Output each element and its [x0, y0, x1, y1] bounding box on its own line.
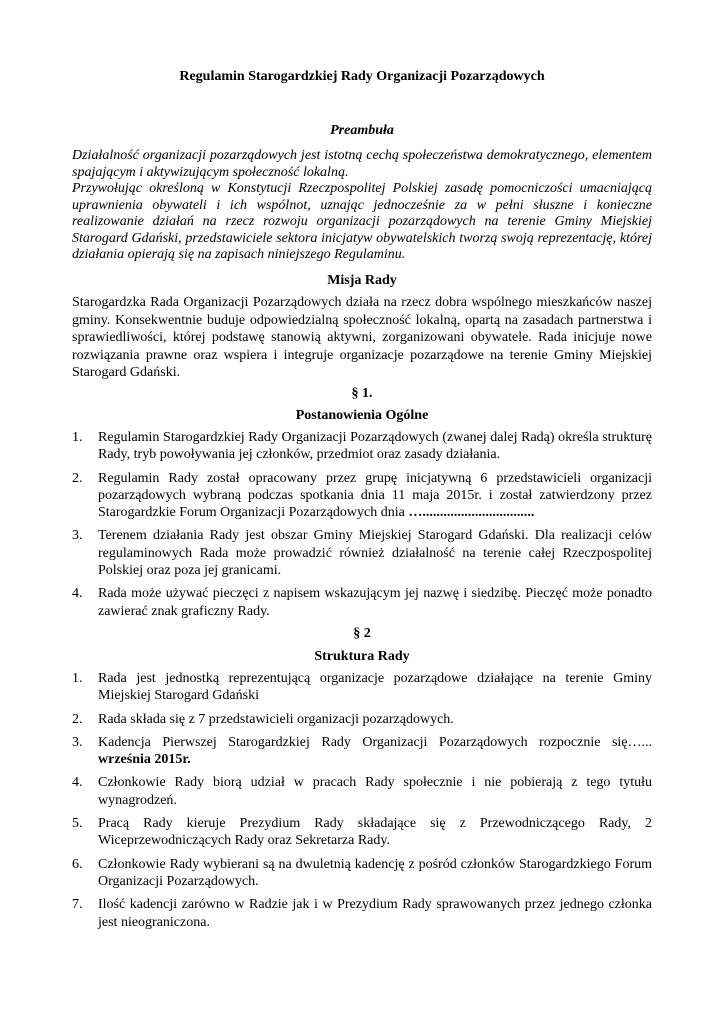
list-item-text: Rada może używać pieczęci z napisem wskazującym jej nazwę i siedzibę. Pieczęć może ponadto zawierać znak graficzny Rady.	[98, 586, 652, 619]
list-item-text: Członkowie Rady wybierani są na dwuletnią kadencję z pośród członków Starogardzkiego Forum Organizacji Pozarządowych.	[98, 856, 652, 889]
list-item	[72, 585, 652, 620]
list-item-start-date: września 2015r.	[98, 752, 191, 768]
preamble-heading: Preambuła	[330, 123, 394, 138]
list-item-number: 4.	[72, 775, 83, 791]
list-item-number: 5.	[72, 816, 83, 832]
list-item-text: Rada jest jednostką reprezentującą organizacje pozarządowe działające na terenie Gminy Miejskiej Starogard Gdański	[98, 671, 652, 704]
list-item	[72, 734, 652, 769]
preamble-paragraph-2: Przywołując określoną w Konstytucji Rzeczpospolitej Polskiej zasadę pomocniczości umacniającą uprawnienia obywateli i ich wspólnot, uznając jednocześnie za w pełni słuszne i konieczne realizowanie działań na rzecz rozwoju organizacji pozarządowych na terenie Gminy Miejskiej Starogard Gdański, przedstawiciele sektora inicjatyw obywatelskich tworzą swoją reprezentację, której działania opierają się na zapisach niniejszego Regulaminu.	[72, 181, 652, 262]
section-1	[72, 385, 652, 620]
list-item	[72, 896, 652, 931]
section-2-list	[72, 670, 652, 931]
document-title: Regulamin Starogardzkiej Rady Organizacji Pozarządowych	[179, 69, 545, 84]
section-1-heading: Postanowienia Ogólne	[295, 408, 429, 423]
list-item-text: Pracą Rady kieruje Prezydium Rady składające się z Przewodniczącego Rady, 2 Wiceprzewodniczących Rady oraz Sekretarza Rady.	[98, 816, 652, 849]
list-item	[72, 711, 652, 728]
list-item-text: Ilość kadencji zarówno w Radzie jak i w Prezydium Rady sprawowanych przez jednego członka jest nieograniczona.	[98, 897, 652, 930]
list-item	[72, 470, 652, 522]
list-item-text: Terenem działania Rady jest obszar Gminy Miejskiej Starogard Gdański. Dla realizacji celów regulaminowych Rada może prowadzić również działalność na terenie całej Rzeczpospolitej Polskiej oraz poza jej granicami.	[98, 528, 652, 579]
list-item	[72, 815, 652, 850]
list-item-number: 2.	[72, 711, 83, 727]
list-item	[72, 527, 652, 579]
section-2-number: § 2	[353, 626, 371, 641]
list-item-number: 6.	[72, 856, 83, 872]
list-item-number: 3.	[72, 528, 83, 544]
list-item	[72, 429, 652, 464]
list-item-text: Członkowie Rady biorą udział w pracach Rady społecznie i nie pobierają z tego tytułu wynagrodzeń.	[98, 775, 652, 808]
list-item-number: 7.	[72, 897, 83, 913]
section-1-number: § 1.	[351, 386, 373, 401]
list-item-text: Kadencja Pierwszej Starogardzkiej Rady Organizacji Pozarządowych rozpocznie się…...	[98, 734, 652, 750]
section-1-list	[72, 429, 652, 620]
list-item-text: Rada składa się z 7 przedstawicieli organizacji pozarządowych.	[98, 711, 454, 727]
list-item-number: 4.	[72, 586, 83, 602]
list-item-text: Regulamin Rady został opracowany przez grupę inicjatywną 6 przedstawicieli organizacji pozarządowych wybraną podczas spotkania dnia 11 maja 2015r. i został zatwierdzony przez Starogardzkie Forum Organizacji Pozarządowych dnia	[98, 470, 652, 521]
section-2-heading: Struktura Rady	[314, 649, 410, 664]
mission-paragraph: Starogardzka Rada Organizacji Pozarządowych działa na rzecz dobra wspólnego mieszkańców naszej gminy. Konsekwentnie buduje odpowiedzialną społeczność lokalną, opartą na zasadach partnerstwa i sprawiedliwości, której podstawę stanowią aktywni, zorganizowani obywatele. Rada inicjuje nowe rozwiązania prawne oraz wspiera i integruje organizacje pozarządowe na terenie Gminy Miejskiej Starogard Gdański.	[72, 295, 652, 380]
preamble-section	[72, 122, 652, 264]
list-item-number: 3.	[72, 734, 83, 750]
list-item	[72, 774, 652, 809]
list-item-number: 1.	[72, 671, 83, 686]
preamble-paragraph-1: Działalność organizacji pozarządowych jest istotną cechą społeczeństwa demokratycznego, elementem spajającym i aktywizującym społeczność lokalną.	[72, 148, 652, 180]
section-2	[72, 625, 652, 931]
list-item-text: Regulamin Starogardzkiej Rady Organizacji Pozarządowych (zwanej dalej Radą) określa strukturę Rady, tryb powoływania jej członków, przedmiot oraz zasady działania.	[98, 430, 652, 463]
mission-section	[72, 272, 652, 382]
list-item	[72, 670, 652, 705]
list-item-date-placeholder: …................................	[408, 505, 535, 521]
mission-heading: Misja Rady	[327, 273, 397, 288]
list-item-number: 1.	[72, 430, 83, 445]
list-item	[72, 856, 652, 891]
list-item-number: 2.	[72, 470, 83, 486]
